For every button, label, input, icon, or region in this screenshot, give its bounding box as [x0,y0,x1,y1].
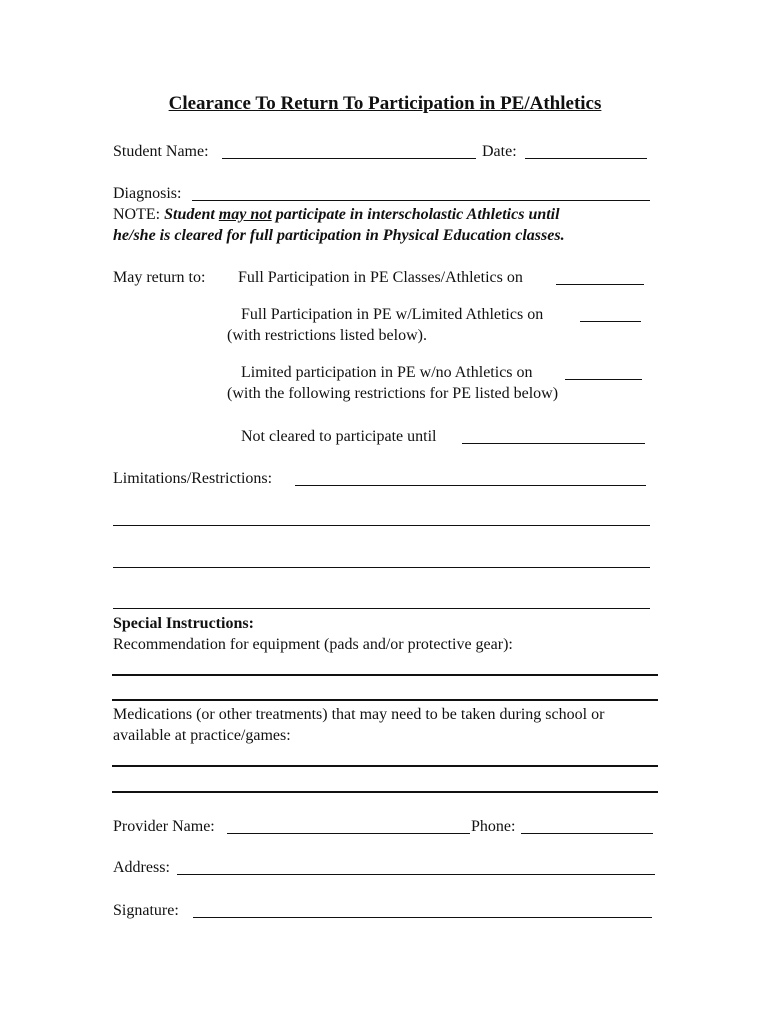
student-name-line [222,158,476,159]
note-line-2: he/she is cleared for full participation in Physical Education classes. [113,227,565,244]
phone-line [521,833,653,834]
option3-note: (with the following restrictions for PE listed below) [227,385,559,402]
may-return-label: May return to: [113,269,206,286]
provider-name-field[interactable] [229,815,468,833]
note-student: Student [164,206,215,223]
medications-label-1: Medications (or other treatments) that may need to be taken during school or [113,706,605,723]
note-line-1-rest: participate in interscholastic Athletics until [275,206,560,223]
phone-field[interactable] [523,815,651,833]
provider-name-label: Provider Name: [113,818,215,835]
limitations-label: Limitations/Restrictions: [113,470,273,487]
date-label: Date: [482,143,517,160]
medications-field-1[interactable] [114,747,656,765]
note-line-1 [113,205,560,225]
option-full-participation: Full Participation in PE Classes/Athletics on [238,269,523,286]
option2-date-field[interactable] [582,303,639,321]
diagnosis-line [192,200,650,201]
option3-date-line [565,379,642,380]
signature-field[interactable] [195,899,650,917]
note-may-not: may not [218,206,272,223]
option1-date-field[interactable] [558,266,642,284]
equipment-line-2 [112,699,658,701]
date-field[interactable] [527,140,645,158]
special-instructions-heading: Special Instructions: [113,615,254,632]
medications-line-2 [112,791,658,793]
limitations-line-3 [113,567,650,568]
diagnosis-label: Diagnosis: [113,185,182,202]
equipment-line-1 [112,674,658,676]
limitations-field-3[interactable] [115,549,648,567]
option3-date-field[interactable] [567,361,640,379]
option-no-athletics: Limited participation in PE w/no Athletics on [241,364,533,381]
limitations-line-4 [113,608,650,609]
option2-date-line [580,321,641,322]
date-line [525,158,647,159]
option2-note: (with restrictions listed below). [227,327,427,344]
address-field[interactable] [179,856,653,874]
signature-line [193,917,652,918]
medications-label-2: available at practice/games: [113,727,291,744]
limitations-field-1[interactable] [297,467,644,485]
medications-line-1 [112,765,658,767]
limitations-field-2[interactable] [115,507,648,525]
address-line [177,874,655,875]
option-not-cleared: Not cleared to participate until [241,428,437,445]
limitations-line-1 [295,485,646,486]
provider-name-line [227,833,470,834]
option4-date-line [462,443,645,444]
page-title: Clearance To Return To Participation in PE/Athletics [168,93,602,114]
note-prefix: NOTE: [113,206,161,223]
option-limited-athletics: Full Participation in PE w/Limited Athletics on [241,306,544,323]
student-name-label: Student Name: [113,143,209,160]
equipment-label: Recommendation for equipment (pads and/or protective gear): [113,636,513,653]
limitations-field-4[interactable] [115,590,648,608]
diagnosis-field[interactable] [194,182,648,200]
option4-date-field[interactable] [464,425,643,443]
option1-date-line [556,284,644,285]
signature-label: Signature: [113,902,179,919]
equipment-field-2[interactable] [114,681,656,699]
address-label: Address: [113,859,170,876]
student-name-field[interactable] [224,140,474,158]
limitations-line-2 [113,525,650,526]
medications-field-2[interactable] [114,773,656,791]
phone-label: Phone: [471,818,516,835]
equipment-field-1[interactable] [114,656,656,674]
